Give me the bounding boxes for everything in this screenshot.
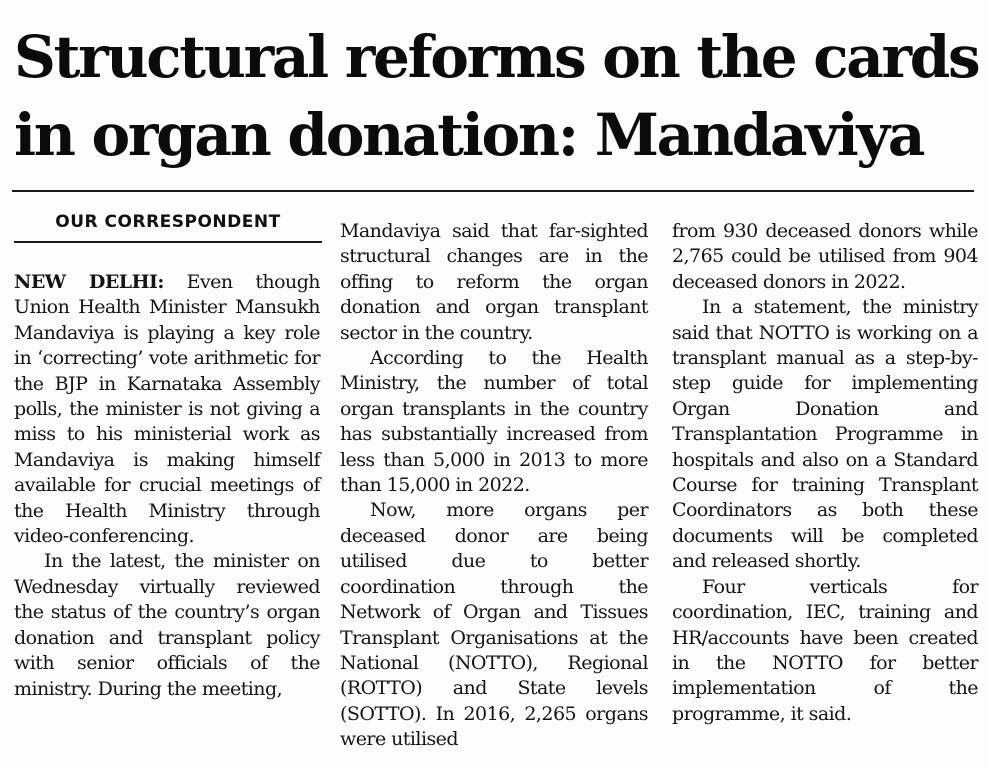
dateline: NEW DELHI: (14, 271, 164, 293)
headline-line-2: in organ donation: Mandaviya (14, 101, 924, 169)
paragraph: Four verticals for coordination, IEC, training and HR/accounts have been created in the NOTTO for better implementation of the programme, it said. (672, 575, 978, 725)
paragraph: In the latest, the minister on Wednesday virtually reviewed the status of the country’s organ donation and transplant policy with senior officials of the ministry. During the meeting, (14, 550, 320, 700)
paragraph: Now, more organs per deceased donor are being utilised due to better coordination through the Network of Organ and Tissues Transplant Organisations at the National (NOTTO), Regional (ROTTO) and State levels (SOTTO). In 2016, 2,265 organs were utilised (340, 499, 648, 751)
lead-paragraph-text: Even though Union Health Minister Mansukh Mandaviya is playing a key role in ‘correcting’ vote arithmetic for the BJP in Karnataka Assembly polls, the minister is not giving a miss to his ministerial work as Mandaviya is making himself available for crucial meetings of the Health Ministry through video-conferencing. (14, 271, 320, 548)
headline-line-1: Structural reforms on the cards (14, 23, 979, 91)
article-column-2 (340, 219, 648, 753)
article-column-1 (14, 270, 320, 702)
paragraph: from 930 deceased donors while 2,765 could be utilised from 904 deceased donors in 2022. (672, 220, 978, 293)
lead-paragraph (14, 270, 320, 549)
paragraph: According to the Health Ministry, the number of total organ transplants in the country has substantially increased from less than 5,000 in 2013 to more than 15,000 in 2022. (340, 347, 648, 497)
article-column-3 (672, 219, 978, 727)
byline: OUR CORRESPONDENT (14, 205, 322, 243)
headline-divider (12, 190, 974, 192)
headline (14, 18, 979, 174)
paragraph: Mandaviya said that far-sighted structural changes are in the offing to reform the organ donation and organ transplant sector in the country. (340, 220, 648, 344)
paragraph: In a statement, the ministry said that NOTTO is working on a transplant manual as a step-by-step guide for implementing Organ Donation and Transplantation Programme in hospitals and also on a Standard Course for training Transplant Coordinators as both these documents will be completed and released shortly. (672, 296, 978, 573)
